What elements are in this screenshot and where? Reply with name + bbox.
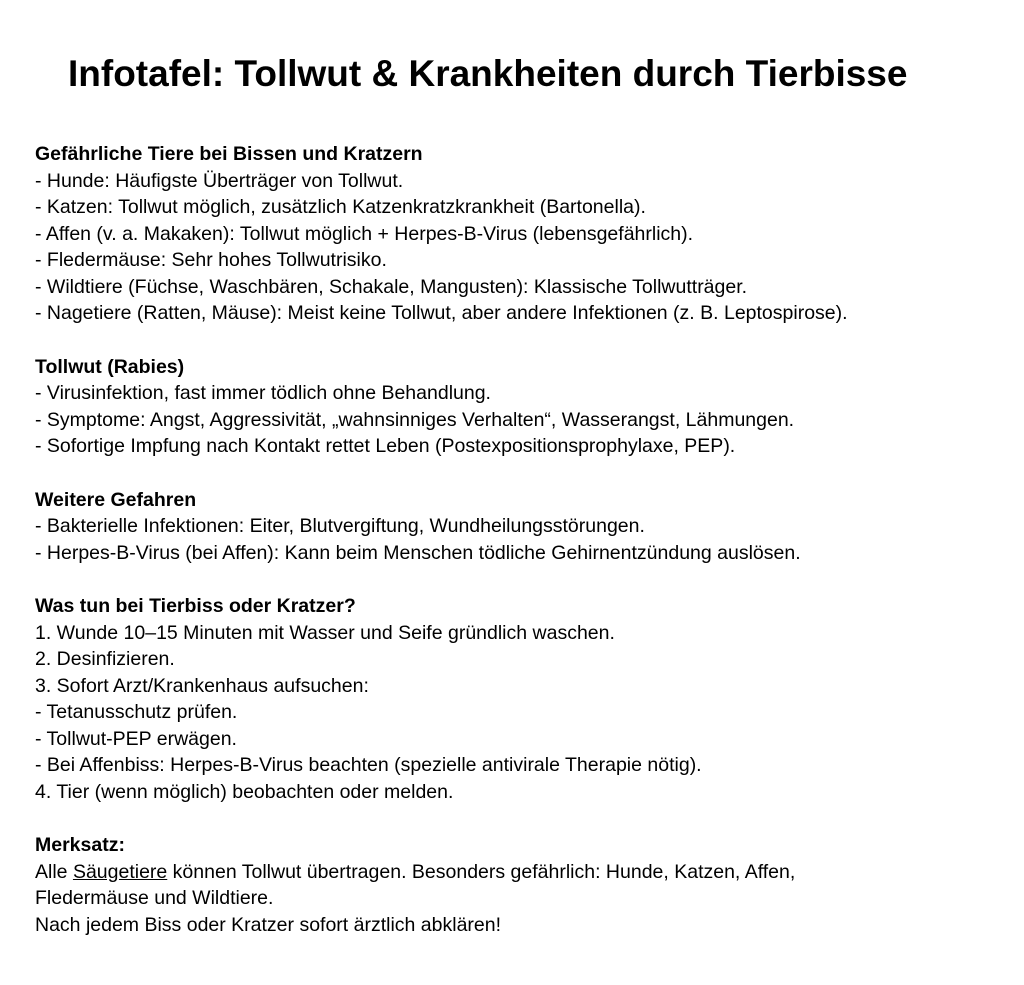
- section-further-dangers: [35, 487, 1015, 567]
- section-heading: Gefährliche Tiere bei Bissen und Kratzern: [35, 143, 423, 165]
- list-item: - Katzen: Tollwut möglich, zusätzlich Katzenkratzkrankheit (Bartonella).: [35, 196, 646, 218]
- list-item: 3. Sofort Arzt/Krankenhaus aufsuchen:: [35, 674, 369, 697]
- section-heading: Weitere Gefahren: [35, 488, 197, 511]
- list-item: - Virusinfektion, fast immer tödlich ohne Behandlung.: [35, 382, 491, 404]
- list-item: - Symptome: Angst, Aggressivität, „wahnsinniges Verhalten“, Wasserangst, Lähmungen.: [35, 408, 795, 431]
- section-heading: Merksatz:: [35, 834, 125, 856]
- list-item: - Affen (v. a. Makaken): Tollwut möglich + Herpes-B-Virus (lebensgefährlich).: [35, 222, 694, 245]
- list-item: - Tetanusschutz prüfen.: [35, 701, 238, 723]
- section-what-to-do: [35, 593, 1015, 805]
- list-item: - Sofortige Impfung nach Kontakt rettet Leben (Postexpositionsprophylaxe, PEP).: [35, 435, 736, 457]
- summary-text-suffix: können Tollwut übertragen. Besonders gefährlich: Hunde, Katzen, Affen,: [167, 860, 796, 883]
- summary-text-prefix: Alle: [35, 860, 73, 883]
- section-dangerous-animals: [35, 141, 1015, 327]
- list-item: - Nagetiere (Ratten, Mäuse): Meist keine Tollwut, aber andere Infektionen (z. B. Leptospirose).: [35, 302, 848, 324]
- list-item: - Herpes-B-Virus (bei Affen): Kann beim Menschen tödliche Gehirnentzündung auslösen.: [35, 541, 801, 564]
- list-item: - Hunde: Häufigste Überträger von Tollwut.: [35, 169, 404, 192]
- list-item: 2. Desinfizieren.: [35, 648, 175, 670]
- underlined-term: Säugetiere: [72, 860, 168, 883]
- summary-line: [35, 859, 1015, 886]
- section-heading: Was tun bei Tierbiss oder Kratzer?: [35, 595, 356, 617]
- list-item: - Wildtiere (Füchse, Waschbären, Schakale, Mangusten): Klassische Tollwutträger.: [35, 275, 748, 298]
- section-heading: Tollwut (Rabies): [35, 355, 185, 378]
- list-item: 1. Wunde 10–15 Minuten mit Wasser und Seife gründlich waschen.: [35, 621, 615, 644]
- list-item: - Bei Affenbiss: Herpes-B-Virus beachten (spezielle antivirale Therapie nötig).: [35, 754, 702, 776]
- summary-line: Nach jedem Biss oder Kratzer sofort ärztlich abklären!: [35, 913, 502, 936]
- list-item: - Fledermäuse: Sehr hohes Tollwutrisiko.: [35, 249, 387, 271]
- list-item: - Tollwut-PEP erwägen.: [35, 727, 237, 750]
- section-summary: [35, 832, 1015, 938]
- page-title: Infotafel: Tollwut & Krankheiten durch Tierbisse: [68, 53, 908, 94]
- section-rabies: [35, 354, 1015, 460]
- summary-line: Fledermäuse und Wildtiere.: [35, 887, 274, 909]
- list-item: 4. Tier (wenn möglich) beobachten oder melden.: [35, 780, 454, 803]
- list-item: - Bakterielle Infektionen: Eiter, Blutvergiftung, Wundheilungsstörungen.: [35, 515, 645, 537]
- content-area: [35, 141, 1015, 965]
